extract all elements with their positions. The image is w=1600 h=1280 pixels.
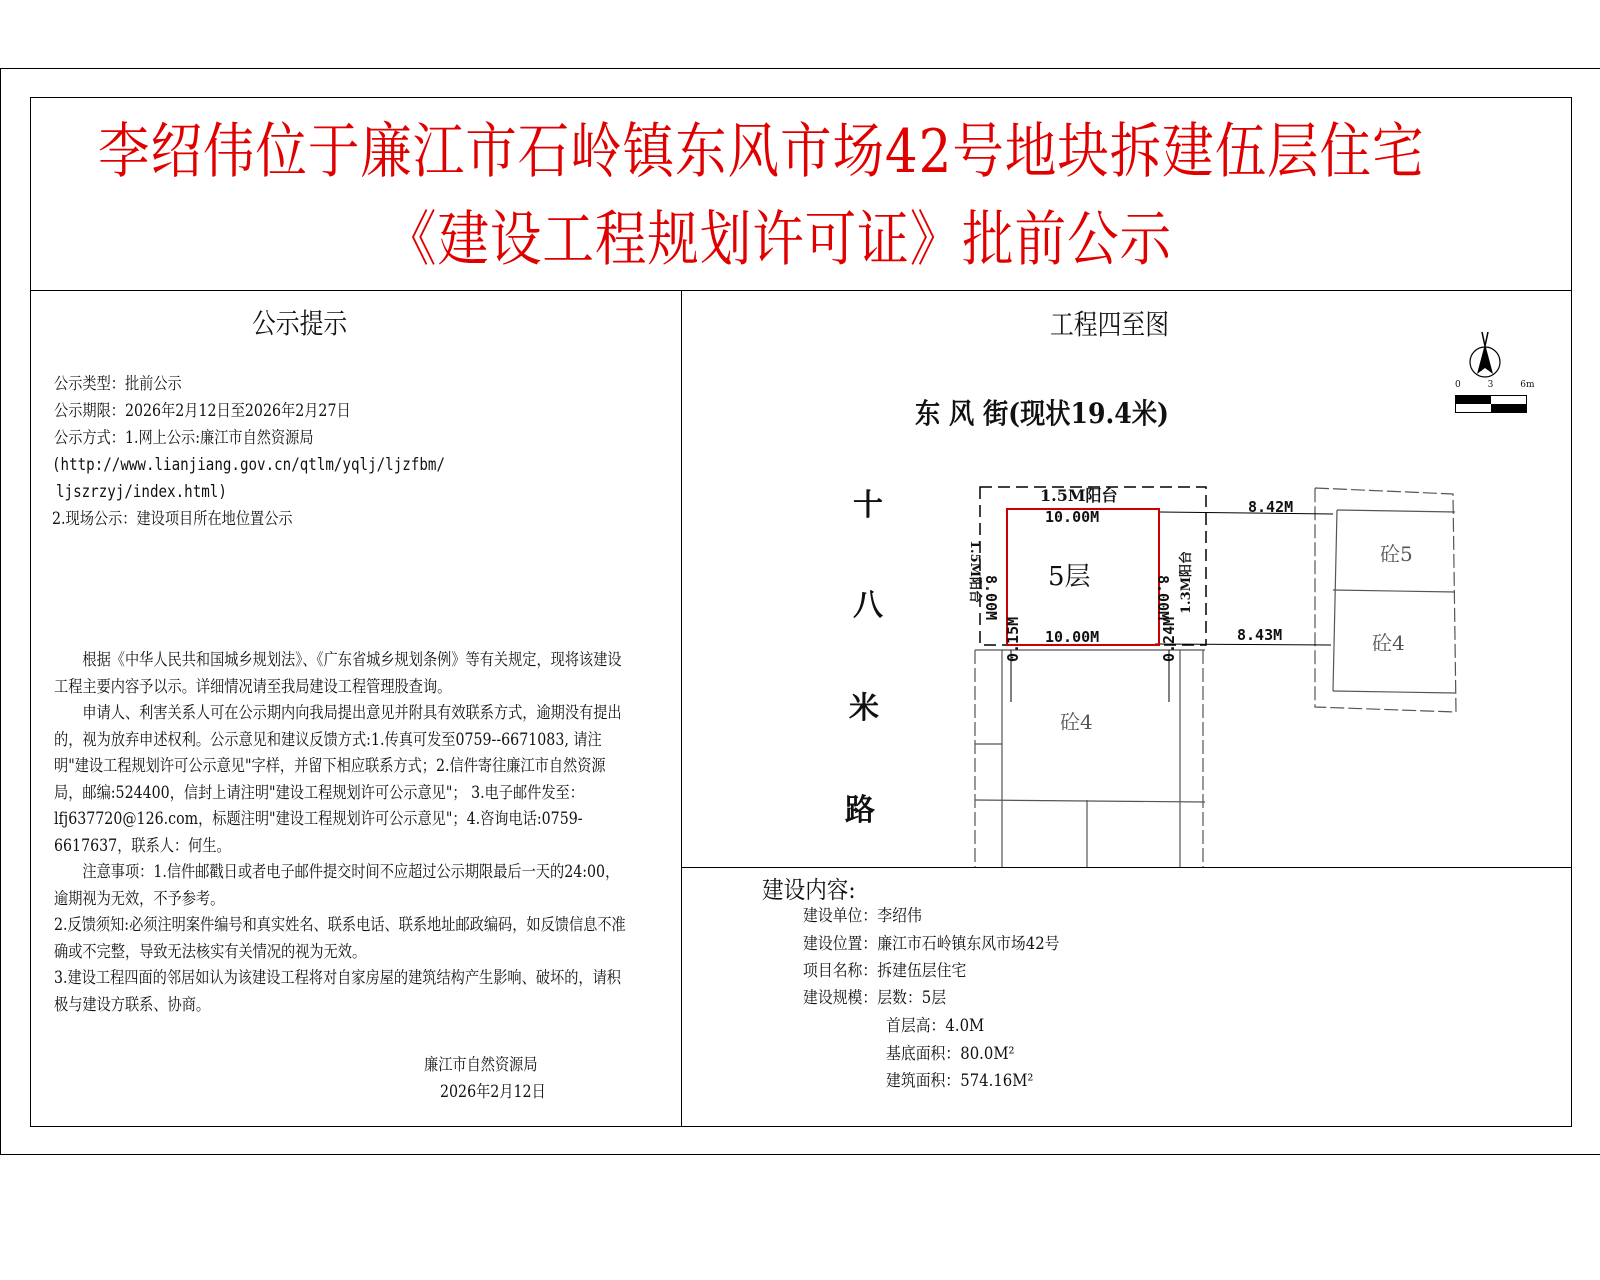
item-label: 建设单位：: [803, 906, 878, 925]
dim-right-balcony: 1.3M阳台: [1179, 550, 1194, 614]
dim-south-right-text: 0.24M: [1160, 616, 1178, 662]
notice-paragraph-feedback-rules: 2.反馈须知:必须注明案件编号和真实姓名、联系电话、联系地址邮政编码，如反馈信息不准确或不完整，导致无法核实有关情况的视为无效。: [54, 915, 626, 961]
item-value: 拆建伍层住宅: [877, 961, 967, 980]
item-value: 层数：5层: [877, 988, 947, 1007]
notice-paragraph-attention: 注意事项：1.信件邮戳日或者电子邮件提交时间不应超过公示期限最后一天的24:00，逾期视为无效，不予参考。: [54, 862, 620, 908]
item-value: 李绍伟: [877, 906, 922, 925]
notice-paragraph-legal: 根据《中华人民共和国城乡规划法》、《广东省城乡规划条例》等有关规定，现将该建设工程主要内容予以示。详细情况请至我局建设工程管理股查询。: [54, 650, 622, 696]
construction-base-area: 基底面积：80.0M²: [886, 1044, 1015, 1063]
dim-south-left-gap: [1004, 617, 1022, 662]
building-floors-label: 5层: [1048, 562, 1091, 592]
construction-first-floor-height: 首层高：4.0M: [886, 1016, 985, 1035]
west-road-char-2: 八: [853, 588, 883, 623]
notice-heading: 公示提示: [252, 307, 348, 340]
construction-item-scale: [803, 990, 946, 1007]
dim-left-balcony: 1.5M阳台: [967, 540, 982, 604]
dim-east-bottom-distance: 8.43M: [1237, 626, 1283, 644]
site-map-heading: 工程四至图: [1050, 308, 1170, 341]
dim-left-depth: 8.00M: [982, 575, 1000, 621]
page-title-line-2: 《建设工程规划许可证》批前公示: [385, 205, 1172, 275]
item-label: 建设规模：: [803, 988, 878, 1007]
neighbor-east-top-label: 砼5: [1380, 542, 1413, 566]
item-label: 项目名称：: [803, 961, 878, 980]
scale-tick-3: 3: [1487, 380, 1494, 390]
scale-tick-6: 6m: [1520, 380, 1535, 390]
north-street-label: 东 风 街(现状19.4米): [915, 397, 1169, 430]
dim-east-top-distance: 8.42M: [1248, 498, 1294, 516]
notice-period: 公示期限：2026年2月12日至2026年2月27日: [54, 401, 351, 420]
notice-url-line-2[interactable]: ljszrzyj/index.html): [56, 482, 227, 501]
neighbor-south-label: 砼4: [1060, 710, 1093, 734]
dim-top-width: 10.00M: [1045, 508, 1100, 526]
construction-item-location: [803, 936, 1060, 953]
site-plan-drawing: [681, 292, 1571, 867]
signature-org: 廉江市自然资源局: [424, 1055, 538, 1074]
notice-method: 公示方式：1.网上公示:廉江市自然资源局: [54, 428, 314, 447]
dim-top-balcony: 1.5M阳台: [1040, 486, 1118, 505]
neighbor-east-bottom-label: 砼4: [1372, 631, 1405, 655]
notice-paragraph-neighbors: 3.建设工程四面的邻居如认为该建设工程将对自家房屋的建筑结构产生影响、破坏的，请积极与建设方联系、协商。: [54, 968, 621, 1014]
page-title-line-1: 李绍伟位于廉江市石岭镇东风市场42号地块拆建伍层住宅: [98, 117, 1425, 187]
signature-date: 2026年2月12日: [440, 1082, 546, 1101]
right-panel-divider: [681, 867, 1572, 868]
scale-tick-0: 0: [1455, 380, 1461, 390]
west-road-char-4: 路: [845, 793, 875, 828]
construction-item-project-name: [803, 963, 966, 980]
west-road-char-1: 十: [853, 488, 883, 523]
construction-item-unit: [803, 908, 922, 925]
item-label: 建设位置：: [803, 934, 878, 953]
notice-url-line-1[interactable]: (http://www.lianjiang.gov.cn/qtlm/yqlj/ljzfbm/: [52, 455, 445, 474]
construction-total-area: 建筑面积：574.16M²: [886, 1071, 1034, 1090]
dim-south-left-text: 0.15M: [1004, 616, 1022, 662]
notice-type: 公示类型：批前公示: [54, 374, 182, 393]
notice-onsite: 2.现场公示：建设项目所在地位置公示: [52, 509, 293, 528]
west-road-char-3: 米: [849, 691, 879, 726]
construction-heading: 建设内容:: [762, 876, 856, 904]
dim-right-depth: 8.00M: [1154, 575, 1172, 621]
title-divider: [30, 290, 1572, 291]
notice-paragraph-feedback: 申请人、利害关系人可在公示期内向我局提出意见并附具有效联系方式，逾期没有提出的，视为放弃申述权利。公示意见和建议反馈方式:1.传真可发至0759--6671083, 请注明"建设工程规划许可公示意见"字样，并留下相应联系方式；2.信件寄往廉江市自然资源局，邮编:524400，信封上请注明"建设工程规划许可公示意见"； 3.电子邮件发至：lfj637720@126.com，标题注明"建设工程规划许可公示意见"；4.咨询电话:0759-6617637，联系人：何生。: [54, 703, 622, 855]
dim-south-right-gap: [1160, 617, 1178, 662]
dim-bottom-width: 10.00M: [1045, 628, 1100, 646]
item-value: 廉江市石岭镇东风市场42号: [877, 934, 1060, 953]
